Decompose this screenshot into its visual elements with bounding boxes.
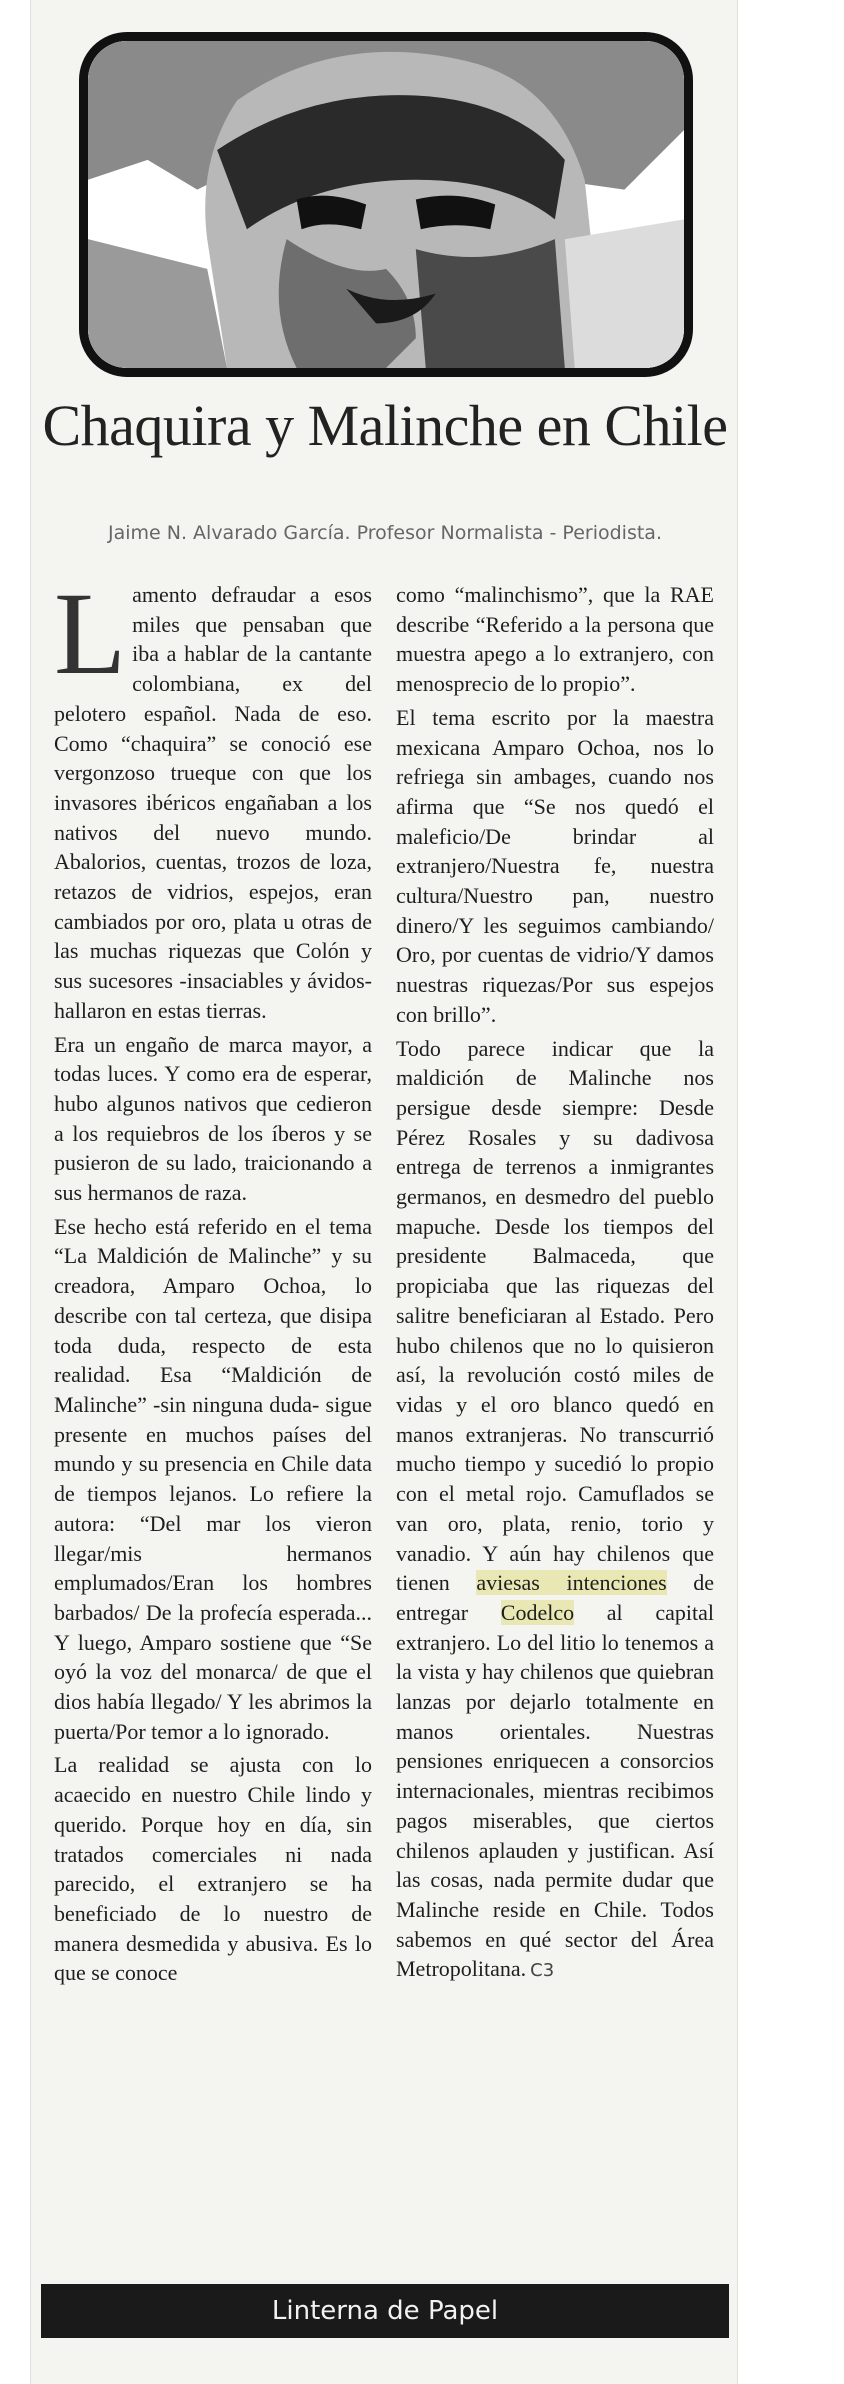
article-paragraph	[54, 580, 372, 1026]
highlighted-text: aviesas intenciones	[476, 1570, 667, 1596]
author-portrait	[79, 32, 693, 377]
article-paragraph: El tema escrito por la maestra mexicana Amparo Ochoa, nos lo refriega sin ambages, cuando nos afirma que “Se nos quedó el maleficio/De brindar al extranjero/Nuestra fe, nuestra cultura/Nuestro pan, nuestro dinero/Y les seguimos cambiando/ Oro, por cuentas de vidrio/Y damos nuestras riquezas/Por sus espejos con brillo”.	[396, 704, 714, 1027]
highlighted-text: Codelco	[500, 1599, 575, 1625]
article-byline: Jaime N. Alvarado García. Profesor Normalista - Periodista.	[107, 522, 662, 544]
article-paragraph: Ese hecho está referido en el tema “La Maldición de Malinche” y su creadora, Amparo Ochoa, lo describe con tal certeza, que disipa toda duda, respecto de esta realidad. Esa “Maldición de Malinche” -sin ninguna duda- sigue presente en muchos países del mundo y su presencia en Chile data de tiempos lejanos. Lo refiere la autora: “Del mar los vieron llegar/mis hermanos emplumados/Eran los hombres barbados/ De la profecía esperada... Y luego, Amparo sostiene que “Se oyó la voz del monarca/ de que el dios había llegado/ Y les abrimos la puerta/Por temor a lo ignorado.	[54, 1213, 372, 1744]
paragraph-text: Todo parece indicar que la maldición de Malinche nos persigue desde siempre: Desde Pérez Rosales y su dadivosa entrega de terrenos a inmigrantes germanos, en desmedro del pueblo mapuche. Desde los tiempos del presidente Balmaceda, que propiciaba que las riquezas del salitre beneficiaran al Estado. Pero hubo chilenos que no lo quisieron así, la revolución costó miles de vidas y el oro blanco quedó en manos extranjeras. No transcurrió mucho tiempo y sucedió lo propio con el metal rojo. Camuflados se van oro, plata, renio, torio y vanadio. Y aún hay chilenos que tienen	[396, 1035, 714, 1596]
end-mark: C3	[530, 1960, 555, 1982]
newspaper-page	[30, 0, 738, 2384]
article-column-left	[54, 580, 372, 2256]
drop-cap: L	[54, 580, 127, 699]
paragraph-text: al capital extranjero. Lo del litio lo tenemos a la vista y hay chilenos que quiebran lanzas por dejarlo totalmente en manos orientales. Nuestras pensiones enriquecen a consorcios internacionales, mientras recibimos pagos miserables, que ciertos chilenos aplauden y justifican. Así las cosas, nada permite dudar que Malinche reside en Chile. Todos sabemos en qué sector del Área Metropolitana.	[396, 1599, 714, 1982]
paragraph-text: amento defraudar a esos miles que pensaban que iba a hablar de la cantante colombiana, ex del pelotero español. Nada de eso. Como “chaquira” se conoció ese vergonzoso trueque con que los invasores ibéricos engañaban a los nativos del nuevo mundo. Abalorios, cuentas, trozos de loza, retazos de vidrios, espejos, eran cambiados por oro, plata u otras de las muchas riquezas que Colón y sus sucesores -insaciables y ávidos- hallaron en estas tierras.	[54, 582, 372, 1023]
article-paragraph: como “malinchismo”, que la RAE describe “Referido a la persona que muestra apego a lo extranjero, con menosprecio de lo propio”.	[396, 582, 714, 697]
section-footer: Linterna de Papel	[41, 2284, 729, 2338]
article-paragraph: Era un engaño de marca mayor, a todas luces. Y como era de esperar, hubo algunos nativos que cedieron a los requiebros de los íberos y se pusieron de su lado, traicionando a sus hermanos de raza.	[54, 1031, 372, 1206]
article-column-right	[396, 580, 714, 2256]
article-paragraph: La realidad se ajusta con lo acaecido en nuestro Chile lindo y querido. Porque hoy en día, sin tratados comerciales ni nada parecido, el extranjero se ha beneficiado de lo nuestro de manera desmedida y abusiva. Es lo que se conoce	[54, 1752, 372, 1986]
paragraph-text: de entregar	[396, 1570, 714, 1625]
article-title: Chaquira y Malinche en Chile	[42, 393, 728, 458]
article-paragraph	[396, 1034, 714, 1987]
portrait-illustration	[88, 41, 684, 368]
